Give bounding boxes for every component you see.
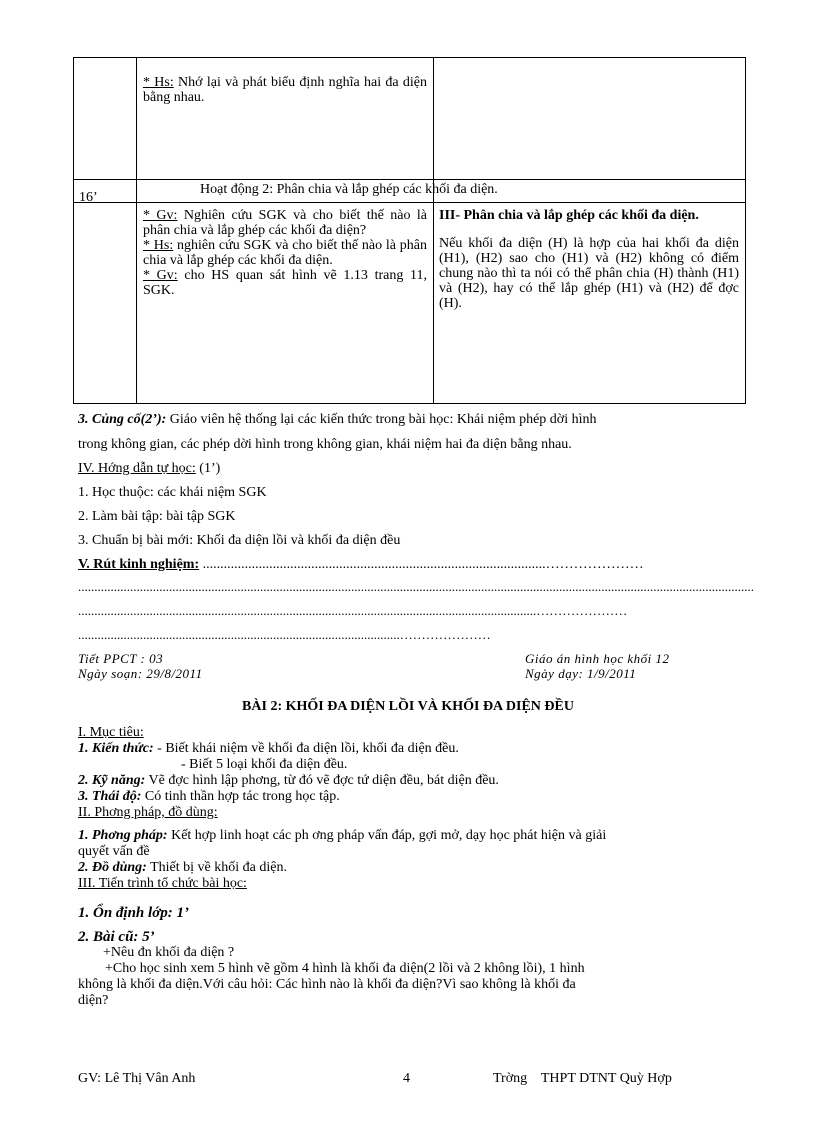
stabilize-class: 1. Ổn định lớp: 1’ (78, 905, 189, 921)
attitude-label: 3. Thái độ: (78, 789, 142, 804)
attitude-line (78, 789, 340, 804)
question-1: +Nêu đn khối đa diện ? (103, 945, 235, 960)
attitude-text: Có tinh thần hợp tác trong học tập. (141, 789, 340, 804)
homework-heading: IV. Hớng dẫn tự học: (78, 461, 196, 476)
knowledge-text: - Biết khái niệm về khối đa diện lồi, khối đa diện đều. (153, 741, 459, 756)
definition-text: Nếu khối đa diện (H) là hợp của hai khối đa diện (H1), (H2) sao cho (H1) và (H2) không có điểm chung nào thì ta nói có thể phân chia (H) thành (H1) và (H2), hay có thể lắp ghép (H1) và (H2) để đợc (H). (439, 236, 739, 311)
knowledge-line-2: - Biết 5 loại khối đa diện đều. (181, 757, 348, 772)
row3-left-cell (143, 208, 427, 298)
table-row-divider-1 (73, 179, 746, 180)
row2-time: 16’ (79, 190, 98, 205)
skill-label: 2. Kỹ năng: (78, 773, 146, 788)
page-number: 4 (403, 1071, 410, 1086)
consolidate-text: Giáo viên hệ thống lại các kiến thức trong bài học: Khái niệm phép dời hình (166, 412, 597, 427)
lesson-title: BÀI 2: KHỐI ĐA DIỆN LỒI VÀ KHỐI ĐA DIỆN ĐỀU (242, 699, 574, 714)
methods-heading: II. Phơng pháp, đồ dùng: (78, 805, 218, 820)
role-label: * Gv: (143, 268, 178, 283)
objectives-heading: I. Mục tiêu: (78, 725, 144, 740)
table-col-divider-1 (136, 57, 137, 404)
homework-item: 2. Làm bài tập: bài tập SGK (78, 509, 236, 524)
table-border-bottom (73, 403, 746, 404)
consolidate-line-2: trong không gian, các phép dời hình trong không gian, khái niệm hai đa diện bằng nhau. (78, 437, 572, 452)
question-2-line-1: +Cho học sinh xem 5 hình vẽ gồm 4 hình là khối đa diện(2 lồi và 2 không lồi), 1 hình (105, 961, 585, 976)
question-2-line-3: diện? (78, 993, 109, 1008)
skill-line (78, 773, 499, 788)
tools-label: 2. Đồ dùng: (78, 860, 147, 875)
process-heading: III. Tiến trình tổ chức bài học: (78, 876, 247, 891)
footer-teacher: GV: Lê Thị Vân Anh (78, 1071, 196, 1086)
dotted-line: ..................................................................................................………………… (199, 557, 644, 572)
lesson-table (73, 57, 746, 404)
date-prepared: Ngày soạn: 29/8/2011 (78, 666, 203, 681)
method-text: Kết hợp linh hoạt các ph ơng pháp vấn đáp, gợi mở, dạy học phát hiện và giải (167, 828, 607, 843)
experience-heading: V. Rút kinh nghiệm: (78, 557, 200, 572)
homework-item: 3. Chuẩn bị bài mới: Khối đa diện lồi và khối đa diện đều (78, 533, 401, 548)
row1-left-text: Nhớ lại và phát biểu định nghĩa hai đa diện bằng nhau. (143, 75, 428, 105)
experience-heading-line (78, 557, 738, 572)
ppct: Tiết PPCT : 03 (78, 651, 164, 666)
row3-left-text: Nghiên cứu SGK và cho biết thế nào là phân chia và lắp ghép các khối đa diện? (143, 208, 427, 238)
role-label: * Hs: (143, 238, 174, 253)
tools-text: Thiết bị về khối đa diện. (146, 860, 287, 875)
table-row-divider-2 (73, 202, 746, 203)
knowledge-line (78, 741, 459, 756)
row3-left-text: cho HS quan sát hình vẽ 1.13 trang 11, SGK. (143, 268, 428, 298)
skill-text: Vẽ đợc hình lập phơng, từ đó vẽ đợc tứ diện đều, bát diện đều. (145, 773, 499, 788)
method-label: 1. Phơng pháp: (78, 828, 168, 843)
table-border-top (73, 57, 746, 58)
row1-left-cell (143, 75, 427, 105)
consolidate-line-1 (78, 412, 597, 427)
row3-right-cell (439, 208, 739, 311)
old-lesson: 2. Bài cũ: 5’ (78, 929, 155, 945)
homework-heading-line (78, 461, 220, 476)
plan-title: Giáo án hình học khối 12 (525, 651, 670, 666)
row2-activity: Hoạt động 2: Phân chia và lắp ghép các khối đa diện. (200, 182, 498, 197)
dotted-line: .............................................................................................................................................………………… (78, 603, 628, 618)
dotted-line: ...................................................................................................………………… (78, 627, 491, 642)
tools-line (78, 860, 287, 875)
table-border-right (745, 57, 746, 404)
homework-time: (1’) (195, 461, 221, 476)
row3-left-text: nghiên cứu SGK và cho biết thế nào là phân chia và lắp ghép các khối đa diện. (143, 238, 428, 268)
knowledge-label: 1. Kiến thức: (78, 741, 154, 756)
dotted-line: ................................................................................................................................................................................................................ (78, 579, 754, 594)
role-label: * Hs: (143, 75, 174, 90)
question-2-line-2: không là khối đa diện.Với câu hỏi: Các hình nào là khối đa diện?Vì sao không là khối đa (78, 977, 576, 992)
role-label: * Gv: (143, 208, 178, 223)
method-line-2: quyết vấn đề (78, 844, 150, 859)
table-border-left (73, 57, 74, 404)
date-taught: Ngày dạy: 1/9/2011 (525, 666, 637, 681)
table-col-divider-2 (433, 57, 434, 404)
method-line (78, 828, 606, 843)
section-heading: III- Phân chia và lắp ghép các khối đa diện. (439, 208, 699, 223)
consolidate-label: 3. Củng cố(2’): (78, 412, 167, 427)
homework-item: 1. Học thuộc: các khái niệm SGK (78, 485, 267, 500)
footer-school: Trờng THPT DTNT Quỳ Hợp (493, 1071, 672, 1086)
